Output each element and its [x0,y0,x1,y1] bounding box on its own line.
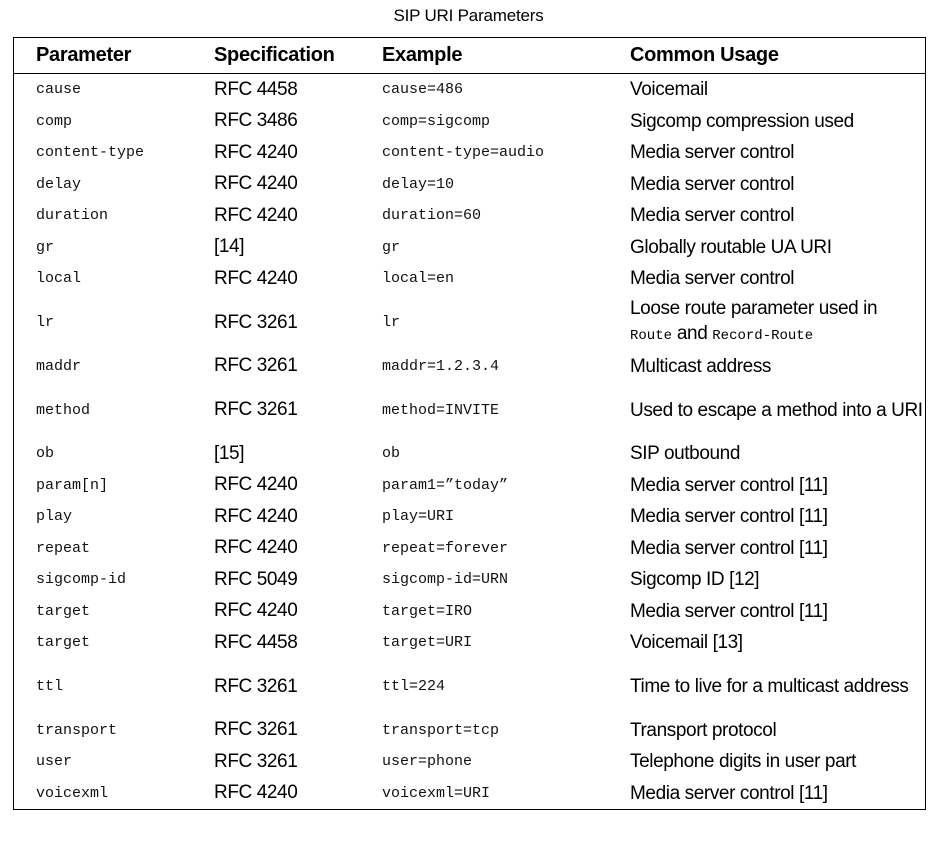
cell-example: gr [382,238,401,256]
table-row [14,438,925,470]
cell-usage: Media server control [11] [630,474,828,496]
cell-parameter: comp [36,112,73,130]
cell-parameter: cause [36,81,82,99]
cell-example: repeat=forever [382,539,509,557]
cell-example: param1=”today” [382,476,509,494]
table-row [14,263,925,295]
cell-parameter: ob [36,445,55,463]
cell-specification: RFC 4240 [214,782,298,804]
cell-example: play=URI [382,508,455,526]
cell-usage: Used to escape a method into a URI [630,399,923,421]
usage-code-route: Route [630,328,673,344]
cell-parameter: param[n] [36,476,109,494]
table-row [14,715,925,747]
cell-example: lr [382,314,401,331]
cell-example: user=phone [382,753,473,771]
cell-parameter: target [36,634,91,652]
cell-usage: Telephone digits in user part [630,751,857,773]
cell-specification: RFC 4240 [214,600,298,622]
cell-example: sigcomp-id=URN [382,571,509,589]
table-row [14,106,925,138]
table-caption: SIP URI Parameters [393,6,544,25]
cell-usage: Voicemail [630,79,708,101]
table-row [14,169,925,201]
cell-specification: RFC 3261 [214,750,298,772]
cell-specification: RFC 4458 [214,78,298,100]
cell-example: delay=10 [382,175,455,193]
cell-parameter: local [36,270,82,288]
table-row [14,351,925,383]
cell-specification: [14] [214,236,245,258]
table-header-row [14,38,925,74]
cell-example: maddr=1.2.3.4 [382,357,500,375]
cell-parameter: duration [36,207,109,225]
header-example: Example [382,44,463,66]
cell-parameter: transport [36,721,118,739]
cell-parameter: user [36,753,73,771]
table-row [14,200,925,232]
cell-usage: Multicast address [630,355,772,377]
sip-uri-parameters-table [13,37,926,810]
cell-parameter: ttl [36,678,64,695]
table-row [14,501,925,533]
cell-usage: Sigcomp ID [12] [630,569,760,591]
cell-example: voicexml=URI [382,784,491,802]
cell-parameter: method [36,401,91,419]
table-row [14,295,925,351]
cell-usage: Media server control [630,173,795,195]
cell-parameter: voicexml [36,784,109,802]
cell-specification: RFC 4240 [214,474,298,496]
cell-specification: RFC 3261 [214,355,298,377]
table-row [14,232,925,264]
cell-usage: Globally routable UA URI [630,236,832,258]
cell-specification: RFC 3261 [214,675,298,697]
table-row [14,137,925,169]
table-row [14,382,925,438]
table-row [14,533,925,565]
cell-example: transport=tcp [382,721,500,739]
cell-usage: Media server control [630,268,795,290]
cell-example: duration=60 [382,207,482,225]
cell-specification: RFC 4240 [214,505,298,527]
cell-parameter: content-type [36,144,145,162]
header-parameter: Parameter [36,44,132,66]
usage-line: Loose route parameter used in [630,298,878,319]
cell-specification: RFC 4240 [214,141,298,163]
header-specification: Specification [214,44,335,66]
cell-specification: [15] [214,442,245,464]
cell-parameter: play [36,508,73,526]
cell-usage: Media server control [630,142,795,164]
cell-example: target=IRO [382,602,473,620]
cell-usage: Media server control [11] [630,537,828,559]
cell-specification: RFC 3486 [214,110,298,132]
cell-parameter: target [36,602,91,620]
table-row [14,746,925,778]
cell-example: ob [382,445,401,463]
cell-parameter: lr [36,314,55,331]
cell-usage: Media server control [11] [630,782,828,804]
usage-code-record-route: Record-Route [712,328,814,344]
cell-example: content-type=audio [382,144,545,162]
table-row [14,74,925,106]
cell-specification: RFC 3261 [214,719,298,741]
cell-example: ttl=224 [382,678,446,695]
table-row [14,778,925,810]
table-row [14,627,925,659]
cell-specification: RFC 3261 [214,399,298,420]
cell-parameter: gr [36,238,55,256]
cell-specification: RFC 4240 [214,173,298,195]
cell-specification: RFC 4240 [214,267,298,289]
usage-line [630,321,925,349]
cell-parameter: delay [36,175,82,193]
usage-and: and [672,323,713,344]
cell-parameter: repeat [36,539,91,557]
table-row [14,470,925,502]
table-row [14,596,925,628]
cell-usage: Voicemail [13] [630,632,743,654]
header-common-usage: Common Usage [630,44,779,66]
cell-usage: Transport protocol [630,719,777,741]
cell-usage: Sigcomp compression used [630,110,854,132]
cell-specification: RFC 4240 [214,537,298,559]
cell-example: method=INVITE [382,401,500,419]
cell-example: comp=sigcomp [382,112,491,130]
cell-parameter: sigcomp-id [36,571,127,589]
cell-specification: RFC 4458 [214,631,298,653]
cell-usage [620,296,925,349]
cell-specification: RFC 4240 [214,204,298,226]
cell-specification: RFC 3261 [214,311,298,333]
cell-usage: Media server control [630,205,795,227]
table-row [14,564,925,596]
cell-specification: RFC 5049 [214,568,298,590]
cell-usage: Time to live for a multicast address [630,676,909,697]
cell-example: cause=486 [382,81,464,99]
cell-example: local=en [382,270,455,288]
cell-parameter: maddr [36,357,82,375]
cell-example: target=URI [382,634,473,652]
cell-usage: Media server control [11] [630,600,828,622]
table-row [14,659,925,715]
cell-usage: SIP outbound [630,443,741,465]
cell-usage: Media server control [11] [630,506,828,528]
